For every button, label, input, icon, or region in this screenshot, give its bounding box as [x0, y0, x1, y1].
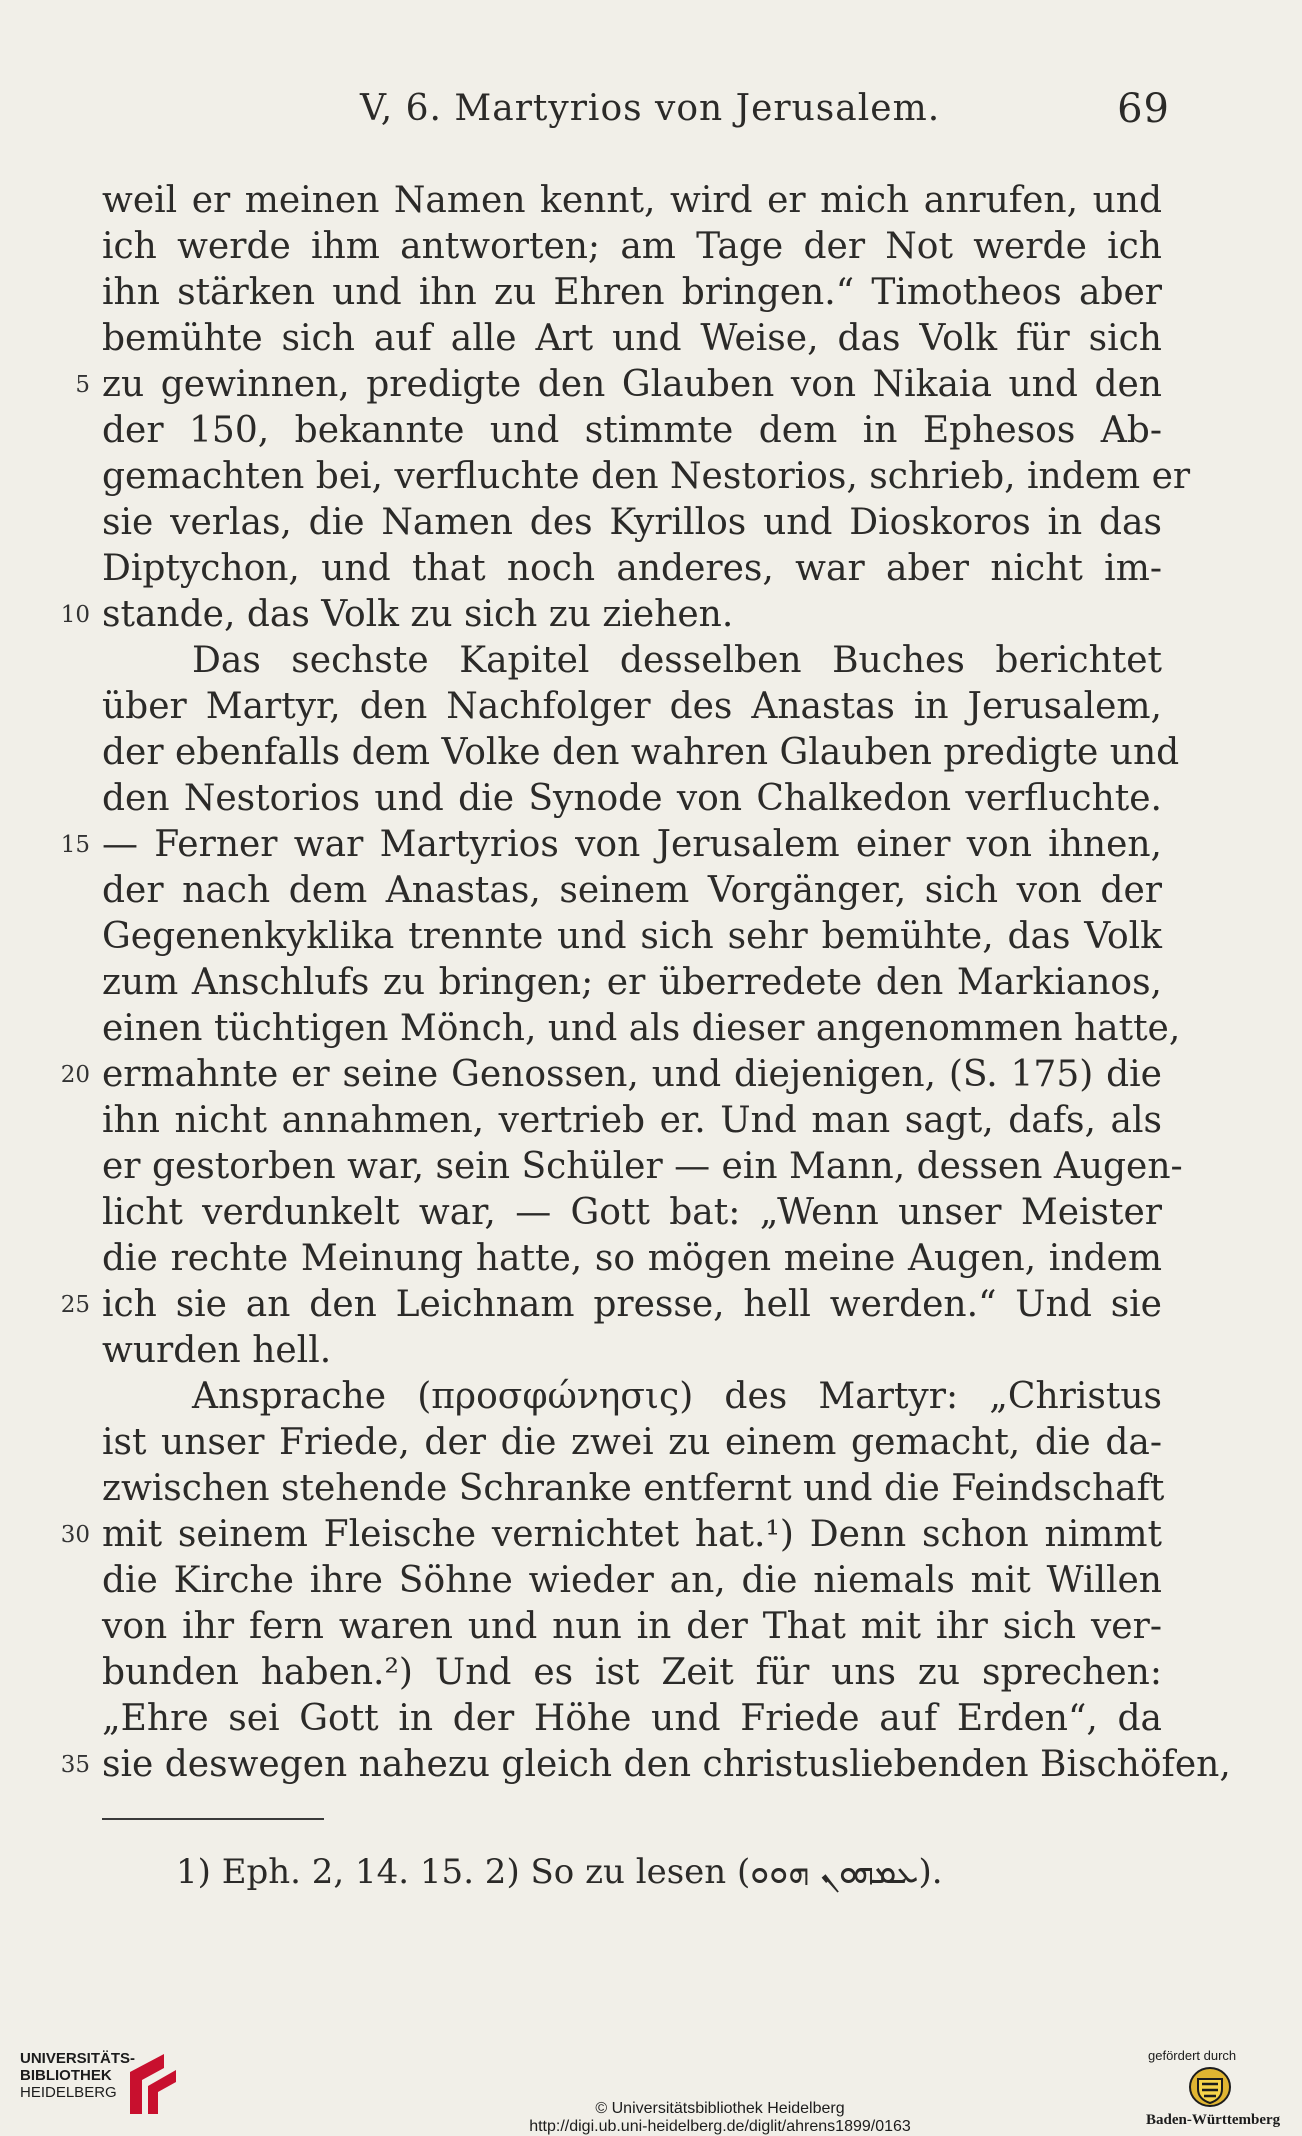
- text-line: Das sechste Kapitel desselben Buches berichtet: [192, 640, 1162, 681]
- text-line: stande, das Volk zu sich zu ziehen.: [102, 594, 734, 635]
- text-line: über Martyr, den Nachfolger des Anastas in Jerusalem,: [102, 686, 1162, 727]
- line-number: 35: [60, 1752, 90, 1778]
- text-line: ich sie an den Leichnam presse, hell werden.“ Und sie: [102, 1284, 1162, 1325]
- funder-name: Baden-Württemberg: [1146, 2112, 1281, 2128]
- text-line: „Ehre sei Gott in der Höhe und Friede auf Erden“, da: [102, 1698, 1162, 1739]
- text-line: ihn stärken und ihn zu Ehren bringen.“ Timotheos aber: [102, 272, 1162, 313]
- text-line: ihn nicht annahmen, vertrieb er. Und man sagt, dafs, als: [102, 1100, 1162, 1141]
- text-line: wurden hell.: [102, 1330, 332, 1371]
- page-number: 69: [1117, 86, 1170, 132]
- line-number: 20: [60, 1062, 90, 1088]
- text-line: ich werde ihm antworten; am Tage der Not werde ich: [102, 226, 1162, 267]
- text-line: — Ferner war Martyrios von Jerusalem einer von ihnen,: [102, 824, 1162, 865]
- text-line: gemachten bei, verfluchte den Nestorios, schrieb, indem er: [102, 456, 1191, 497]
- text-line: zum Anschlufs zu bringen; er überredete den Markianos,: [102, 962, 1162, 1003]
- library-name-line: UNIVERSITÄTS-: [20, 2050, 136, 2067]
- library-logo-icon: [124, 2050, 202, 2120]
- text-line: der 150, bekannte und stimmte dem in Ephesos Ab-: [102, 410, 1162, 451]
- text-line: ist unser Friede, der die zwei zu einem gemacht, die da-: [102, 1422, 1162, 1463]
- line-number: 15: [60, 832, 90, 858]
- text-line: licht verdunkelt war, — Gott bat: „Wenn unser Meister: [102, 1192, 1162, 1233]
- text-line: der ebenfalls dem Volke den wahren Glauben predigte und: [102, 732, 1180, 773]
- line-number: 25: [60, 1292, 90, 1318]
- line-number: 10: [60, 602, 90, 628]
- text-line: sie deswegen nahezu gleich den christusliebenden Bischöfen,: [102, 1744, 1231, 1785]
- copyright-notice: [420, 2100, 1020, 2136]
- footnote-rule: [102, 1818, 324, 1820]
- permalink[interactable]: http://digi.ub.uni-heidelberg.de/diglit/ahrens1899/0163: [529, 2118, 911, 2135]
- text-line: bunden haben.²) Und es ist Zeit für uns zu sprechen:: [102, 1652, 1162, 1693]
- text-line: die Kirche ihre Söhne wieder an, die niemals mit Willen: [102, 1560, 1162, 1601]
- running-title: V, 6. Martyrios von Jerusalem.: [360, 88, 941, 129]
- text-line: von ihr fern waren und nun in der That mit ihr sich ver-: [102, 1606, 1162, 1647]
- text-line: ermahnte er seine Genossen, und diejenigen, (S. 175) die: [102, 1054, 1162, 1095]
- text-line: den Nestorios und die Synode von Chalkedon verfluchte.: [102, 778, 1162, 819]
- text-line: Gegenenkyklika trennte und sich sehr bemühte, das Volk: [102, 916, 1162, 957]
- text-line: mit seinem Fleische vernichtet hat.¹) Denn schon nimmt: [102, 1514, 1162, 1555]
- text-line: weil er meinen Namen kennt, wird er mich anrufen, und: [102, 180, 1162, 221]
- text-line: der nach dem Anastas, seinem Vorgänger, sich von der: [102, 870, 1162, 911]
- text-line: zwischen stehende Schranke entfernt und die Feindschaft: [102, 1468, 1165, 1509]
- line-number: 30: [60, 1522, 90, 1548]
- text-line: die rechte Meinung hatte, so mögen meine Augen, indem: [102, 1238, 1162, 1279]
- text-line: Ansprache (προσφώνησις) des Martyr: „Christus: [192, 1376, 1162, 1417]
- library-name: [20, 2050, 135, 2101]
- footnote: 1) Eph. 2, 14. 15. 2) So zu lesen (ܥܡܗܘܢ ܗܘܘ).: [176, 1852, 943, 1892]
- funding-label: gefördert durch: [1148, 2048, 1237, 2063]
- text-line: Diptychon, und that noch anderes, war aber nicht im-: [102, 548, 1162, 589]
- running-header: [360, 88, 1170, 136]
- text-line: er gestorben war, sein Schüler — ein Mann, dessen Augen-: [102, 1146, 1183, 1187]
- copyright-text: © Universitätsbibliothek Heidelberg: [595, 2100, 845, 2117]
- text-line: sie verlas, die Namen des Kyrillos und Dioskoros in das: [102, 502, 1162, 543]
- text-line: zu gewinnen, predigte den Glauben von Nikaia und den: [102, 364, 1162, 405]
- library-name-line: BIBLIOTHEK: [20, 2067, 112, 2084]
- library-name-line: HEIDELBERG: [20, 2084, 117, 2101]
- text-line: bemühte sich auf alle Art und Weise, das Volk für sich: [102, 318, 1162, 359]
- line-number: 5: [75, 372, 90, 398]
- text-line: einen tüchtigen Mönch, und als dieser angenommen hatte,: [102, 1008, 1181, 1049]
- library-logo[interactable]: [20, 2050, 135, 2101]
- coat-of-arms-icon: [1188, 2066, 1232, 2108]
